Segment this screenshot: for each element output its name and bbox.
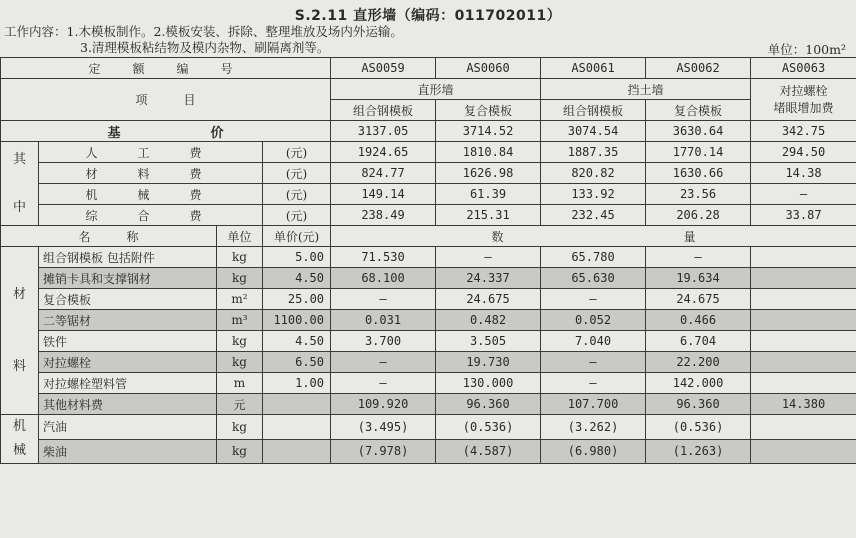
unit-cell: kg (217, 247, 263, 268)
quantity-cell: 0.052 (541, 310, 646, 331)
breakdown-value: 215.31 (436, 205, 541, 226)
sub-header: 组合钢模板 (331, 100, 436, 121)
quota-no-label: 定 额 编 号 (1, 58, 331, 79)
unit-cell: kg (217, 439, 263, 464)
quantity-cell: 130.000 (436, 373, 541, 394)
breakdown-unit: (元) (263, 163, 331, 184)
machinery-row (1, 415, 856, 440)
sub-header: 复合模板 (646, 100, 751, 121)
breakdown-value: 61.39 (436, 184, 541, 205)
quantity-cell: 3.700 (331, 331, 436, 352)
material-row (1, 289, 856, 310)
breakdown-unit: (元) (263, 184, 331, 205)
unit-cell: kg (217, 352, 263, 373)
unit-price-cell: 4.50 (263, 331, 331, 352)
material-name: 铁件 (39, 331, 217, 352)
breakdown-value: 238.49 (331, 205, 436, 226)
unit-price-cell: 6.50 (263, 352, 331, 373)
quantity-cell (751, 310, 856, 331)
base-price-value: 3074.54 (541, 121, 646, 142)
breakdown-value: 820.82 (541, 163, 646, 184)
quantity-cell: 68.100 (331, 268, 436, 289)
side-char: 材 (12, 286, 26, 302)
unit-cell: kg (217, 415, 263, 440)
base-price-value: 3630.64 (646, 121, 751, 142)
breakdown-value: 23.56 (646, 184, 751, 205)
quantity-cell: (4.587) (436, 439, 541, 464)
material-row (1, 373, 856, 394)
quantity-cell: 7.040 (541, 331, 646, 352)
quantity-cell (751, 268, 856, 289)
last-col-line2: 堵眼增加费 (773, 100, 834, 115)
breakdown-label: 人 工 费 (39, 142, 263, 163)
material-name: 对拉螺栓 (39, 352, 217, 373)
breakdown-side-label (1, 142, 39, 226)
breakdown-value: 1924.65 (331, 142, 436, 163)
work-content (4, 24, 403, 56)
page-title: S.2.11 直形墙（编码：011702011） (294, 8, 562, 24)
unit-cell: m² (217, 289, 263, 310)
quantity-cell: – (436, 247, 541, 268)
quantity-cell: 14.380 (751, 394, 856, 415)
qty-char-2: 量 (683, 229, 696, 244)
materials-body (1, 247, 856, 464)
quantity-cell: (6.980) (541, 439, 646, 464)
machinery-side-label (1, 415, 39, 464)
col-unit-header: 单位 (217, 226, 263, 247)
material-row (1, 394, 856, 415)
material-name: 组合钢模板 包括附件 (39, 247, 217, 268)
breakdown-value: 1770.14 (646, 142, 751, 163)
breakdown-row (1, 205, 856, 226)
unit-price-cell (263, 394, 331, 415)
quantity-cell: 0.031 (331, 310, 436, 331)
material-row (1, 352, 856, 373)
base-price-label (1, 121, 331, 142)
breakdown-value: 1887.35 (541, 142, 646, 163)
machinery-row (1, 439, 856, 464)
breakdown-value: 1810.84 (436, 142, 541, 163)
sub-header: 组合钢模板 (541, 100, 646, 121)
breakdown-value: 14.38 (751, 163, 856, 184)
unit-price-cell: 5.00 (263, 247, 331, 268)
breakdown-value: 206.28 (646, 205, 751, 226)
unit-price-cell: 1100.00 (263, 310, 331, 331)
quantity-cell: (3.495) (331, 415, 436, 440)
col-price-header: 单价(元) (263, 226, 331, 247)
sub-header: 复合模板 (436, 100, 541, 121)
quantity-cell (751, 439, 856, 464)
quantity-cell: 6.704 (646, 331, 751, 352)
breakdown-value: 149.14 (331, 184, 436, 205)
base-price-value: 342.75 (751, 121, 856, 142)
last-col-header (751, 79, 856, 121)
work-content-label: 工作内容： (4, 24, 67, 39)
quantity-cell: (1.263) (646, 439, 751, 464)
breakdown-value: 232.45 (541, 205, 646, 226)
base-price-label-1: 基 (107, 125, 121, 141)
quantity-cell: 19.730 (436, 352, 541, 373)
quantity-cell: 142.000 (646, 373, 751, 394)
breakdown-value: 1630.66 (646, 163, 751, 184)
quantity-cell: 65.630 (541, 268, 646, 289)
quantity-cell: 22.200 (646, 352, 751, 373)
group-retaining-wall: 挡土墙 (541, 79, 751, 100)
quantity-cell: 109.920 (331, 394, 436, 415)
breakdown-value: 294.50 (751, 142, 856, 163)
unit-cell: 元 (217, 394, 263, 415)
unit-price-cell (263, 415, 331, 440)
quantity-cell: 0.466 (646, 310, 751, 331)
material-row (1, 310, 856, 331)
code-cell: AS0061 (541, 58, 646, 79)
col-qty-header (331, 226, 856, 247)
quantity-cell: 96.360 (646, 394, 751, 415)
quantity-cell: – (541, 352, 646, 373)
machinery-name: 汽油 (39, 415, 217, 440)
unit-cell: m³ (217, 310, 263, 331)
unit-cell: m (217, 373, 263, 394)
quantity-cell: 19.634 (646, 268, 751, 289)
breakdown-label: 机 械 费 (39, 184, 263, 205)
unit-label: 单位：100m² (767, 42, 846, 57)
quantity-cell: (0.536) (436, 415, 541, 440)
material-name: 复合模板 (39, 289, 217, 310)
quantity-cell: 24.337 (436, 268, 541, 289)
code-cell: AS0063 (751, 58, 856, 79)
side-char: 机 (12, 419, 26, 434)
quantity-cell: 71.530 (331, 247, 436, 268)
group-header-row (1, 79, 856, 100)
breakdown-row (1, 163, 856, 184)
item-label: 项 目 (1, 79, 331, 121)
quantity-cell: 107.700 (541, 394, 646, 415)
unit-price-cell (263, 439, 331, 464)
quantity-cell: – (541, 289, 646, 310)
code-cell: AS0060 (436, 58, 541, 79)
material-row (1, 331, 856, 352)
breakdown-row (1, 142, 856, 163)
qty-char-1: 数 (491, 229, 504, 244)
quota-table (0, 57, 856, 464)
quantity-cell: 3.505 (436, 331, 541, 352)
base-price-value: 3714.52 (436, 121, 541, 142)
breakdown-label: 材 料 费 (39, 163, 263, 184)
col-name-header: 名 称 (1, 226, 217, 247)
work-content-line2: 3.清理模板粘结物及模内杂物、刷隔离剂等。 (80, 40, 330, 55)
group-straight-wall: 直形墙 (331, 79, 541, 100)
code-cell: AS0059 (331, 58, 436, 79)
material-name: 对拉螺栓塑料管 (39, 373, 217, 394)
breakdown-row (1, 184, 856, 205)
quantity-cell: – (331, 352, 436, 373)
work-content-line1: 1.木模板制作。2.模板安装、拆除、整理堆放及场内外运输。 (66, 24, 403, 39)
material-row (1, 247, 856, 268)
breakdown-unit: (元) (263, 142, 331, 163)
quantity-cell (751, 247, 856, 268)
quantity-cell: 65.780 (541, 247, 646, 268)
breakdown-value: – (751, 184, 856, 205)
quantity-cell: – (541, 373, 646, 394)
side-char: 械 (12, 443, 26, 458)
quantity-cell: – (646, 247, 751, 268)
base-price-value: 3137.05 (331, 121, 436, 142)
quota-code-row (1, 58, 856, 79)
breakdown-value: 824.77 (331, 163, 436, 184)
quantity-cell (751, 331, 856, 352)
quantity-cell: (3.262) (541, 415, 646, 440)
quantity-cell: (0.536) (646, 415, 751, 440)
quantity-cell (751, 373, 856, 394)
material-name: 其他材料费 (39, 394, 217, 415)
code-cell: AS0062 (646, 58, 751, 79)
side-char: 料 (12, 358, 26, 374)
breakdown-value: 133.92 (541, 184, 646, 205)
breakdown-value: 33.87 (751, 205, 856, 226)
material-side-label (1, 247, 39, 415)
quantity-cell: 0.482 (436, 310, 541, 331)
material-name: 摊销卡具和支撑钢材 (39, 268, 217, 289)
quantity-cell: 96.360 (436, 394, 541, 415)
side-char: 其 (12, 151, 26, 167)
material-header-row (1, 226, 856, 247)
material-name: 二等锯材 (39, 310, 217, 331)
breakdown-value: 1626.98 (436, 163, 541, 184)
unit-price-cell: 4.50 (263, 268, 331, 289)
base-price-row (1, 121, 856, 142)
unit-cell: kg (217, 268, 263, 289)
breakdown-label: 综 合 费 (39, 205, 263, 226)
unit-cell: kg (217, 331, 263, 352)
unit-price-cell: 1.00 (263, 373, 331, 394)
quantity-cell: – (331, 289, 436, 310)
breakdown-unit: (元) (263, 205, 331, 226)
quantity-cell: – (331, 373, 436, 394)
last-col-line1: 对拉螺栓 (779, 83, 828, 98)
quantity-cell: 24.675 (436, 289, 541, 310)
unit-price-cell: 25.00 (263, 289, 331, 310)
side-char: 中 (12, 199, 26, 215)
quantity-cell: 24.675 (646, 289, 751, 310)
base-price-label-2: 价 (210, 125, 224, 141)
quantity-cell: (7.978) (331, 439, 436, 464)
material-row (1, 268, 856, 289)
quantity-cell (751, 415, 856, 440)
quantity-cell (751, 352, 856, 373)
quantity-cell (751, 289, 856, 310)
machinery-name: 柴油 (39, 439, 217, 464)
